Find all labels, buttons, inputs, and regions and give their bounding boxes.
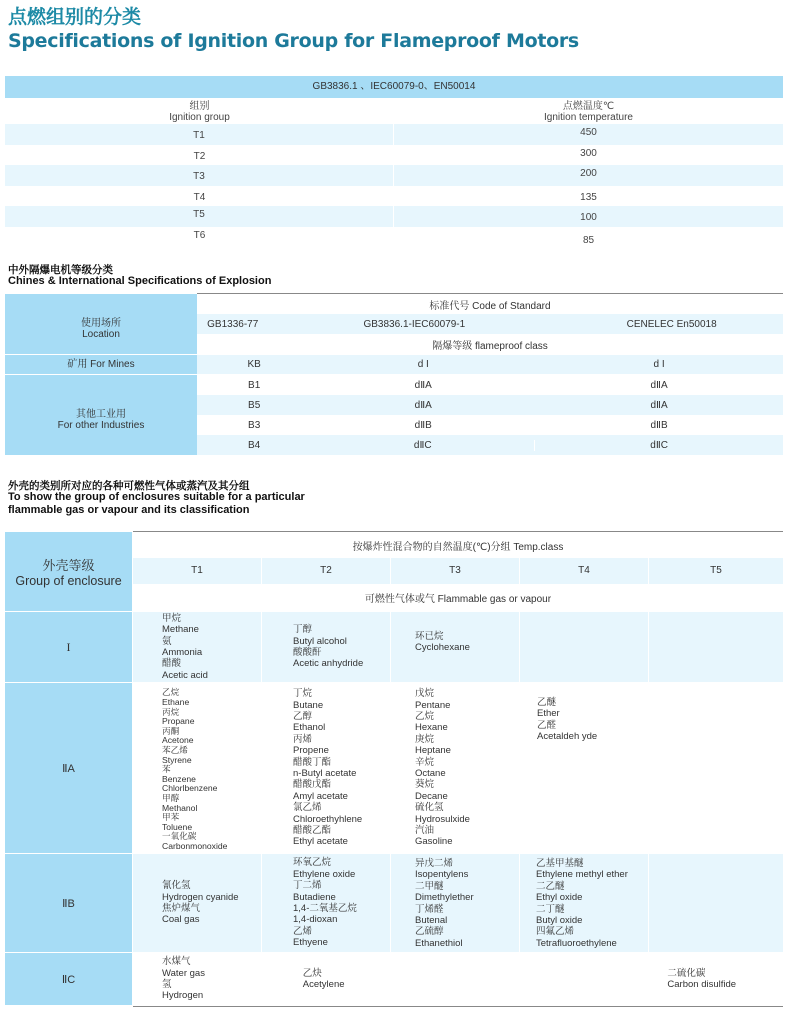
gas-name: Ethane — [162, 697, 190, 708]
gas-name: Butyl alcohol — [293, 635, 347, 647]
mines-gb-value: KB — [247, 359, 261, 370]
group-of-enclosure-cn: 外壳等级 — [42, 558, 95, 573]
group-iic-row — [133, 953, 783, 1005]
gas-name: 丙烯 — [293, 733, 313, 745]
gas-name: 乙烯 — [293, 925, 313, 937]
gas-name: Decane — [415, 790, 448, 802]
group-cell: T3 — [5, 165, 394, 186]
gas-name: Acetic acid — [162, 669, 208, 681]
gas-name: Acetic anhydride — [293, 658, 364, 670]
gb-value: B4 — [248, 439, 261, 451]
gas-name: 甲醇 — [162, 792, 180, 803]
standard-cenelec: CENELEC En50018 — [626, 318, 717, 330]
gas-name: 二甲醚 — [415, 880, 444, 892]
gas-name: 氨 — [162, 635, 172, 647]
table-row — [197, 375, 783, 395]
class-t2: T2 — [262, 558, 391, 584]
other-industries-en: For other Industries — [57, 420, 145, 431]
class-t1: T1 — [133, 558, 262, 584]
gas-name: 二乙醚 — [536, 880, 565, 892]
t2-gases — [262, 854, 391, 952]
gas-name: 焦炉煤气 — [162, 903, 201, 914]
gas-name: 汽油 — [415, 825, 435, 837]
gas-name: Butyl oxide — [536, 915, 583, 927]
gas-name: Benzene — [162, 773, 196, 784]
enclosure-group-table — [5, 531, 783, 1009]
gas-name: Acetaldeh yde — [537, 731, 598, 743]
t4-gases — [520, 612, 649, 682]
gas-name: 甲苯 — [162, 812, 180, 823]
gas-name: Heptane — [415, 745, 451, 757]
gas-name: 戊烷 — [415, 688, 435, 700]
gas-name: 二丁醚 — [536, 903, 565, 915]
t3-gases — [391, 683, 520, 853]
explosion-section-title-en: Chines & International Specifications of Explosion — [8, 275, 272, 287]
group-of-enclosure-en: Group of enclosure — [15, 574, 122, 588]
gas-name: Ethylene methyl ether — [536, 869, 628, 881]
table-header-row — [5, 98, 783, 124]
t2-gases — [262, 612, 391, 682]
gas-name: Acetylene — [302, 979, 345, 990]
gas-name: 异戊二烯 — [415, 858, 454, 869]
cenelec-value: dⅡA — [650, 399, 668, 411]
table-row — [197, 415, 783, 435]
gas-name: 一氧化碳 — [162, 831, 197, 842]
temp-class-header: 按爆炸性混合物的自然温度(℃)分组 Temp.class — [352, 541, 564, 553]
gas-name: Ethyene — [293, 937, 328, 949]
standards-row — [197, 314, 783, 334]
group-iib-label: ⅡB — [5, 854, 132, 952]
gas-name: Chlorlbenzene — [162, 783, 218, 794]
gas-name: Ethyl oxide — [536, 892, 583, 904]
iec-value: dⅡB — [414, 419, 432, 431]
t4-gases — [516, 953, 664, 1005]
gas-name: 乙烷 — [415, 710, 435, 722]
standard-gb1336: GB1336-77 — [207, 318, 259, 330]
gas-name: Ethanol — [293, 722, 326, 734]
temp-class-row — [133, 558, 783, 584]
standard-gb3836: GB3836.1-IEC60079-1 — [363, 318, 466, 330]
t1-gases — [133, 683, 262, 853]
gas-name: 辛烷 — [415, 756, 435, 768]
iec-value: dⅡA — [414, 399, 432, 411]
gas-name: Acetone — [162, 735, 194, 746]
gas-name: 1,4-二氧基乙烷 — [293, 903, 357, 914]
gas-name: Propene — [293, 745, 329, 757]
gas-name: Hydrogen cyanide — [162, 891, 239, 903]
table-row — [197, 435, 783, 455]
for-mines-label: 矿用 For Mines — [5, 355, 197, 374]
table-row — [5, 145, 783, 166]
group-iia-row — [133, 683, 783, 853]
t5-gases — [649, 683, 783, 853]
t3-gases — [389, 953, 516, 1005]
iec-value: dⅡA — [414, 379, 432, 391]
gas-name: 氢 — [162, 979, 172, 990]
gas-name: 氰化氢 — [162, 880, 191, 892]
gas-name: Ether — [537, 708, 560, 720]
t3-gases — [391, 612, 520, 682]
location-cn: 使用场所 — [81, 318, 121, 329]
gas-name: 醋酸丁酯 — [293, 756, 332, 768]
t1-gases — [133, 953, 261, 1005]
group-iib-row — [133, 854, 783, 952]
page-title-cn: 点燃组别的分类 — [8, 6, 142, 28]
class-t5: T5 — [710, 565, 722, 577]
gb-value: B3 — [248, 419, 261, 431]
code-of-standard-row — [197, 294, 783, 314]
gas-name: 环氧乙烷 — [293, 857, 332, 869]
explosion-section-title-cn: 中外隔爆电机等级分类 — [8, 264, 113, 276]
cenelec-value: dⅡC — [650, 439, 668, 451]
gas-name: Methanol — [162, 802, 198, 813]
gas-name: 氯乙烯 — [293, 802, 322, 814]
gas-name: 丙酮 — [162, 725, 180, 736]
table-row — [5, 206, 783, 227]
gas-name: Ammonia — [162, 647, 203, 658]
group-cell: T4 — [193, 191, 206, 203]
gas-name: 丁醇 — [293, 624, 313, 636]
gas-name: 醋酸戊酯 — [293, 779, 332, 791]
gas-name: Pentane — [415, 699, 451, 711]
mines-row — [197, 355, 783, 374]
flammable-gas-header: 可燃性气体或气 Flammable gas or vapour — [364, 594, 552, 605]
gas-name: 苯 — [162, 764, 171, 775]
gas-name: 丁二烯 — [293, 880, 322, 892]
gas-name: Cyclohexane — [415, 642, 470, 654]
gas-name: Hydrosulxide — [415, 813, 470, 825]
gas-name: 1,4-dioxan — [293, 914, 338, 926]
group-i-label: I — [5, 612, 132, 682]
gas-name: Coal gas — [162, 914, 200, 926]
group-iia-label: ⅡA — [5, 683, 132, 853]
group-cell: T1 — [5, 124, 394, 145]
ignition-temp-header — [394, 98, 783, 124]
gas-name: Tetrafluoroethylene — [536, 937, 617, 949]
flameproof-class-row — [197, 334, 783, 354]
temp-cell: 100 — [580, 212, 597, 223]
gas-name: Butadiene — [293, 891, 336, 903]
cenelec-value: dⅡB — [650, 419, 668, 431]
gas-name: 环已烷 — [415, 631, 444, 642]
mines-cenelec-value: d I — [653, 359, 665, 370]
gas-name: 醋酸乙酯 — [293, 825, 332, 837]
class-t4: T4 — [520, 558, 649, 584]
enclosure-section-title-en-2: flammable gas or vapour and its classification — [8, 504, 250, 516]
location-en: Location — [82, 329, 120, 340]
header-en: Ignition temperature — [544, 112, 633, 123]
gas-name: Octane — [415, 768, 446, 779]
table-bottom-divider — [133, 1006, 783, 1007]
flameproof-class-label: 隔爆等级 flameproof class — [432, 340, 548, 352]
gas-name: Dimethylether — [415, 892, 474, 904]
gas-name: 丙烷 — [162, 706, 180, 717]
gas-name: Toluene — [162, 821, 193, 832]
gas-name: 葵烷 — [415, 779, 435, 791]
table-row — [197, 395, 783, 415]
mines-iec-value: d I — [417, 359, 429, 370]
gas-name: 酸酸酐 — [293, 647, 322, 658]
gas-name: Methane — [162, 624, 199, 636]
gas-name: 水煤气 — [162, 956, 191, 968]
gas-name: 苯乙烯 — [162, 745, 188, 756]
gas-name: Water gas — [162, 967, 205, 979]
gas-name: Ethyl acetate — [293, 836, 348, 848]
ignition-group-header — [5, 98, 394, 124]
t4-gases — [520, 854, 649, 952]
group-of-enclosure-header — [5, 532, 132, 611]
gas-name: 乙基甲基醚 — [536, 858, 584, 869]
gas-name: Hexane — [415, 722, 448, 734]
gas-name: 庚烷 — [415, 733, 435, 745]
gas-name: Amyl acetate — [293, 790, 348, 802]
standard-header: GB3836.1 、IEC60079-0、EN50014 — [5, 76, 783, 98]
iec-value: dⅡC — [311, 440, 535, 451]
t4-gases — [520, 683, 649, 853]
gas-name: 四氟乙烯 — [536, 926, 575, 938]
t2-gases — [262, 683, 391, 853]
gas-name: Carbonmonoxide — [162, 840, 228, 851]
gas-name: 乙醚 — [537, 697, 557, 708]
gas-name: Styrene — [162, 754, 192, 765]
table-row — [5, 186, 783, 207]
code-of-standard-label: 标准代号 Code of Standard — [429, 300, 551, 312]
gas-name: Ethanethiol — [415, 937, 463, 949]
gas-name: Gasoline — [415, 836, 453, 848]
other-industries-label — [5, 375, 197, 455]
group-cell: T2 — [193, 150, 206, 162]
header-en: Ignition group — [169, 112, 230, 123]
temp-cell: 200 — [580, 168, 597, 179]
gas-name: Hydrogen — [162, 990, 204, 1002]
t2-gases — [261, 953, 389, 1005]
location-header — [5, 294, 197, 354]
gas-name: 丁烷 — [293, 688, 313, 700]
t5-gases — [664, 953, 783, 1005]
t5-gases — [649, 612, 783, 682]
explosion-spec-table — [5, 293, 783, 455]
temp-cell: 85 — [582, 234, 595, 246]
gas-name: 乙醇 — [293, 710, 313, 722]
gas-name: n-Butyl acetate — [293, 768, 357, 779]
gas-name: 乙烷 — [162, 687, 180, 698]
header-cn: 组别 — [189, 101, 210, 112]
class-t3: T3 — [391, 558, 520, 584]
t1-gases — [133, 854, 262, 952]
t1-gases — [133, 612, 262, 682]
cenelec-value: dⅡA — [650, 379, 668, 391]
header-cn: 点燃温度℃ — [562, 101, 615, 112]
other-industries-cn: 其他工业用 — [76, 409, 126, 420]
temp-cell: 135 — [580, 191, 597, 203]
group-iic-label: ⅡC — [5, 953, 132, 1005]
group-cell: T6 — [193, 229, 206, 241]
gas-name: 乙醛 — [537, 719, 557, 731]
gas-name: 硫化氢 — [415, 802, 444, 814]
gas-name: Chloroethyhlene — [293, 813, 363, 825]
gas-name: Isopentylens — [415, 869, 469, 881]
gas-name: 乙炔 — [302, 967, 322, 979]
gas-name: 醋酸 — [162, 658, 182, 670]
gas-name: Carbon disulfide — [667, 979, 737, 990]
enclosure-section-title-cn: 外壳的类别所对应的各种可燃性气体或蒸汽及其分组 — [8, 480, 250, 492]
temp-cell: 300 — [580, 147, 597, 159]
group-i-row — [133, 612, 783, 682]
gb-value: B1 — [248, 379, 261, 391]
temp-cell: 450 — [580, 127, 597, 138]
table-row — [5, 165, 783, 186]
enclosure-section-title-en-1: To show the group of enclosures suitable for a particular — [8, 491, 305, 503]
table-row — [5, 227, 783, 248]
table-row — [5, 124, 783, 145]
gas-name: 丁烯醛 — [415, 903, 444, 915]
t5-gases — [649, 854, 783, 952]
gas-name: Butenal — [415, 915, 448, 927]
ignition-group-table — [5, 76, 783, 247]
gas-name: 二硫化碳 — [667, 967, 706, 979]
t3-gases — [391, 854, 520, 952]
group-cell: T5 — [5, 206, 394, 227]
gas-name: Butane — [293, 699, 324, 711]
page-title-en: Specifications of Ignition Group for Flameproof Motors — [8, 30, 579, 52]
gas-name: 甲烷 — [162, 612, 182, 624]
gas-name: Propane — [162, 716, 195, 727]
gas-name: 乙硫醇 — [415, 926, 444, 938]
gb-value: B5 — [248, 399, 261, 411]
gas-name: Ethylene oxide — [293, 868, 356, 880]
